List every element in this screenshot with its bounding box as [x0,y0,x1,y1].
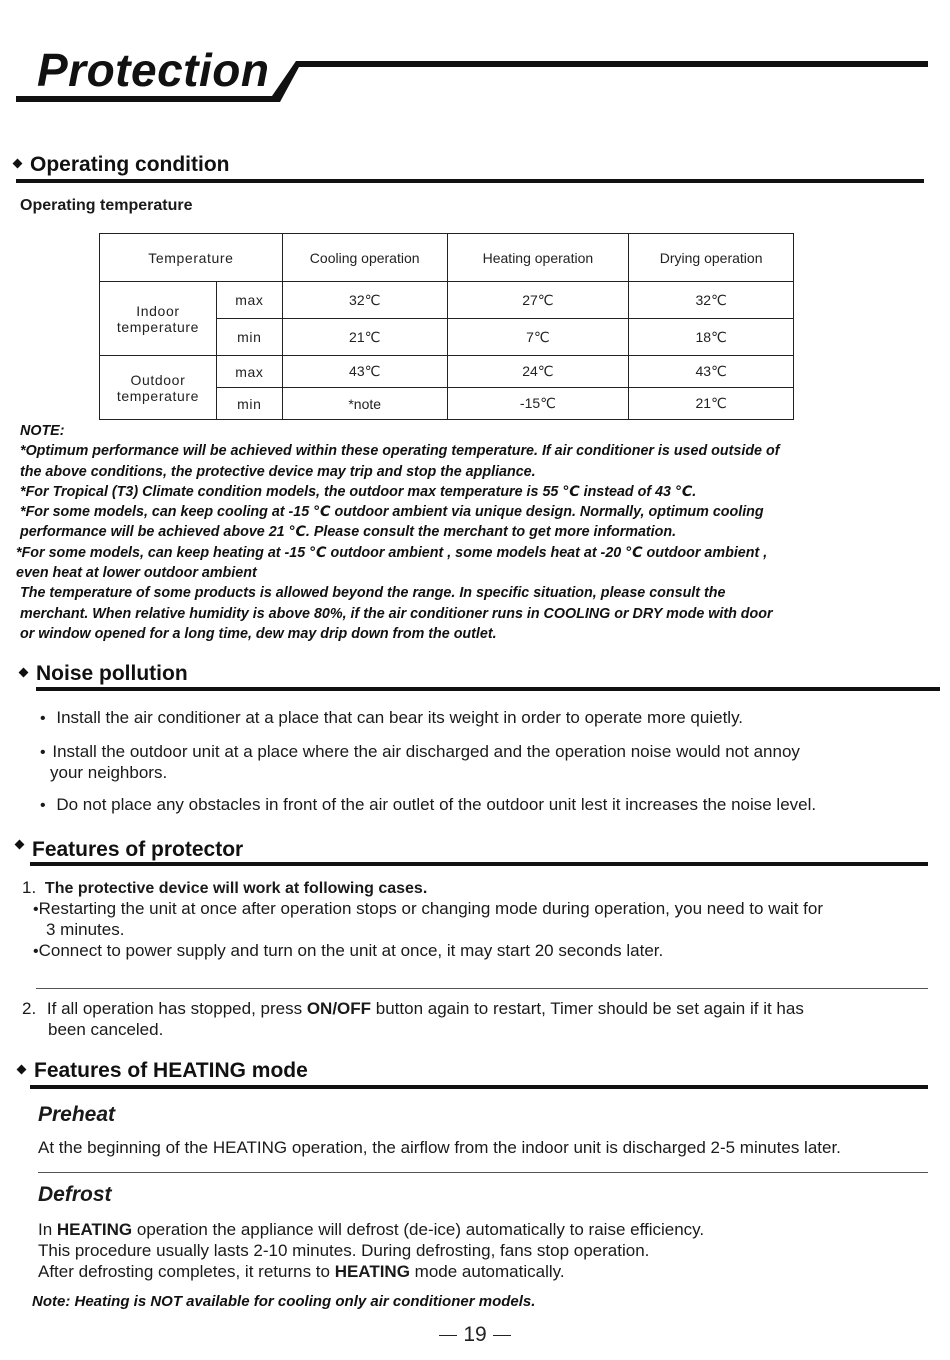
cell-outdoor-max-drying: 43℃ [629,356,794,388]
on-off-label: ON/OFF [306,999,372,1018]
section-heading-features-of-heating-mode: Features of HEATING mode [18,1058,308,1084]
cell-indoor-max-cooling: 32℃ [282,282,447,319]
section-heading-noise-pollution: Noise pollution [20,661,188,687]
cell-indoor-min-heating: 7℃ [447,319,629,356]
table-header-row [100,234,794,282]
list-item: • Install the air conditioner at a place that can bear its weight in order to operate more quietly. [40,708,744,727]
note-line: even heat at lower outdoor ambient [16,565,257,582]
note-line: *For Tropical (T3) Climate condition models, the outdoor max temperature is 55 ℃ instead of 43 ℃. [20,483,697,500]
outdoor-temperature-label: Outdoor temperature [100,356,217,420]
protector-item-2-continuation: been canceled. [48,1020,164,1039]
max-label: max [216,356,282,388]
bullet-dot-icon: • [40,710,46,727]
cell-indoor-min-drying: 18℃ [629,319,794,356]
note-line: *For some models, can keep cooling at -15 ℃ outdoor ambient via unique design. Normally, optimum cooling [20,504,764,521]
note-line: *For some models, can keep heating at -15 ℃ outdoor ambient , some models heat at -20 ℃ outdoor ambient , [16,544,768,561]
note-line: performance will be achieved above 21 ℃. Please consult the merchant to get more information. [20,524,677,541]
cell-indoor-min-cooling: 21℃ [282,319,447,356]
defrost-title: Defrost [38,1183,112,1206]
min-label: min [216,388,282,420]
protector-item-1-heading: 1. The protective device will work at following cases. [22,878,428,897]
preheat-title: Preheat [38,1103,116,1126]
cell-outdoor-min-heating: -15℃ [447,388,629,420]
cell-indoor-max-heating: 27℃ [447,282,629,319]
divider [38,1172,928,1173]
note-line: The temperature of some products is allowed beyond the range. In specific situation, please consult the [20,585,726,602]
cell-outdoor-min-drying: 21℃ [629,388,794,420]
header-drying: Drying operation [629,234,794,282]
list-item: • Install the outdoor unit at a place where the air discharged and the operation noise would not annoy [40,742,800,761]
defrost-line-1: In HEATING operation the appliance will defrost (de-ice) automatically to raise efficiency. [38,1220,705,1239]
subheading-operating-temperature: Operating temperature [20,197,193,214]
note-line: or window opened for a long time, dew may drip down from the outlet. [20,625,497,642]
list-item-continuation: 3 minutes. [46,920,125,939]
note-line: *Optimum performance will be achieved within these operating temperature. If air conditioner is used outside of [20,443,780,460]
cell-indoor-max-drying: 32℃ [629,282,794,319]
page-number-dash [439,1335,457,1336]
page-number: 19 [0,1323,950,1347]
section-rule [30,1085,928,1089]
list-item: •Connect to power supply and turn on the unit at once, it may start 20 seconds later. [33,941,664,960]
list-item-continuation: your neighbors. [50,763,168,782]
defrost-line-2: This procedure usually lasts 2-10 minutes. During defrosting, fans stop operation. [38,1241,650,1260]
indoor-temperature-label: Indoor temperature [100,282,217,356]
page-number-dash [493,1335,511,1336]
diamond-bullet-icon [19,668,29,678]
max-label: max [216,282,282,319]
diamond-bullet-icon [15,840,25,850]
table-row [100,356,794,388]
list-item: •Restarting the unit at once after operation stops or changing mode during operation, you need to wait for [33,899,823,918]
section-heading-features-of-protector: Features of protector [16,837,243,863]
preheat-text: At the beginning of the HEATING operation, the airflow from the indoor unit is discharged 2-5 minutes later. [38,1138,841,1157]
section-rule [36,687,940,691]
diamond-bullet-icon [13,159,23,169]
cell-outdoor-min-cooling: *note [282,388,447,420]
section-rule [30,862,928,866]
min-label: min [216,319,282,356]
page-title: Protection [37,44,270,96]
bullet-dot-icon: • [40,797,46,814]
bullet-dot-icon: • [40,744,46,761]
operating-temperature-table [99,233,794,420]
cell-outdoor-max-heating: 24℃ [447,356,629,388]
header-cooling: Cooling operation [282,234,447,282]
bullet-dot-icon: • [33,943,39,960]
table-row [100,282,794,319]
protector-item-2: 2. If all operation has stopped, press ON/OFF button again to restart, Timer should be set again if it has [22,999,804,1018]
header-temperature: Temperature [100,234,283,282]
note-title: NOTE: [20,423,65,439]
list-item: • Do not place any obstacles in front of the air outlet of the outdoor unit lest it increases the noise level. [40,795,817,814]
section-rule [16,179,924,183]
cell-outdoor-max-cooling: 43℃ [282,356,447,388]
divider [36,988,928,989]
section-heading-operating-condition: Operating condition [14,152,230,178]
defrost-line-3: After defrosting completes, it returns to HEATING mode automatically. [38,1262,565,1281]
note-line: merchant. When relative humidity is above 80%, if the air conditioner runs in COOLING or DRY mode with door [20,605,773,622]
note-line: the above conditions, the protective device may trip and stop the appliance. [20,463,536,480]
diamond-bullet-icon [17,1065,27,1075]
bullet-dot-icon: • [33,901,39,918]
notes-block [16,421,846,644]
heating-note: Note: Heating is NOT available for cooling only air conditioner models. [32,1293,536,1310]
header-heating: Heating operation [447,234,629,282]
